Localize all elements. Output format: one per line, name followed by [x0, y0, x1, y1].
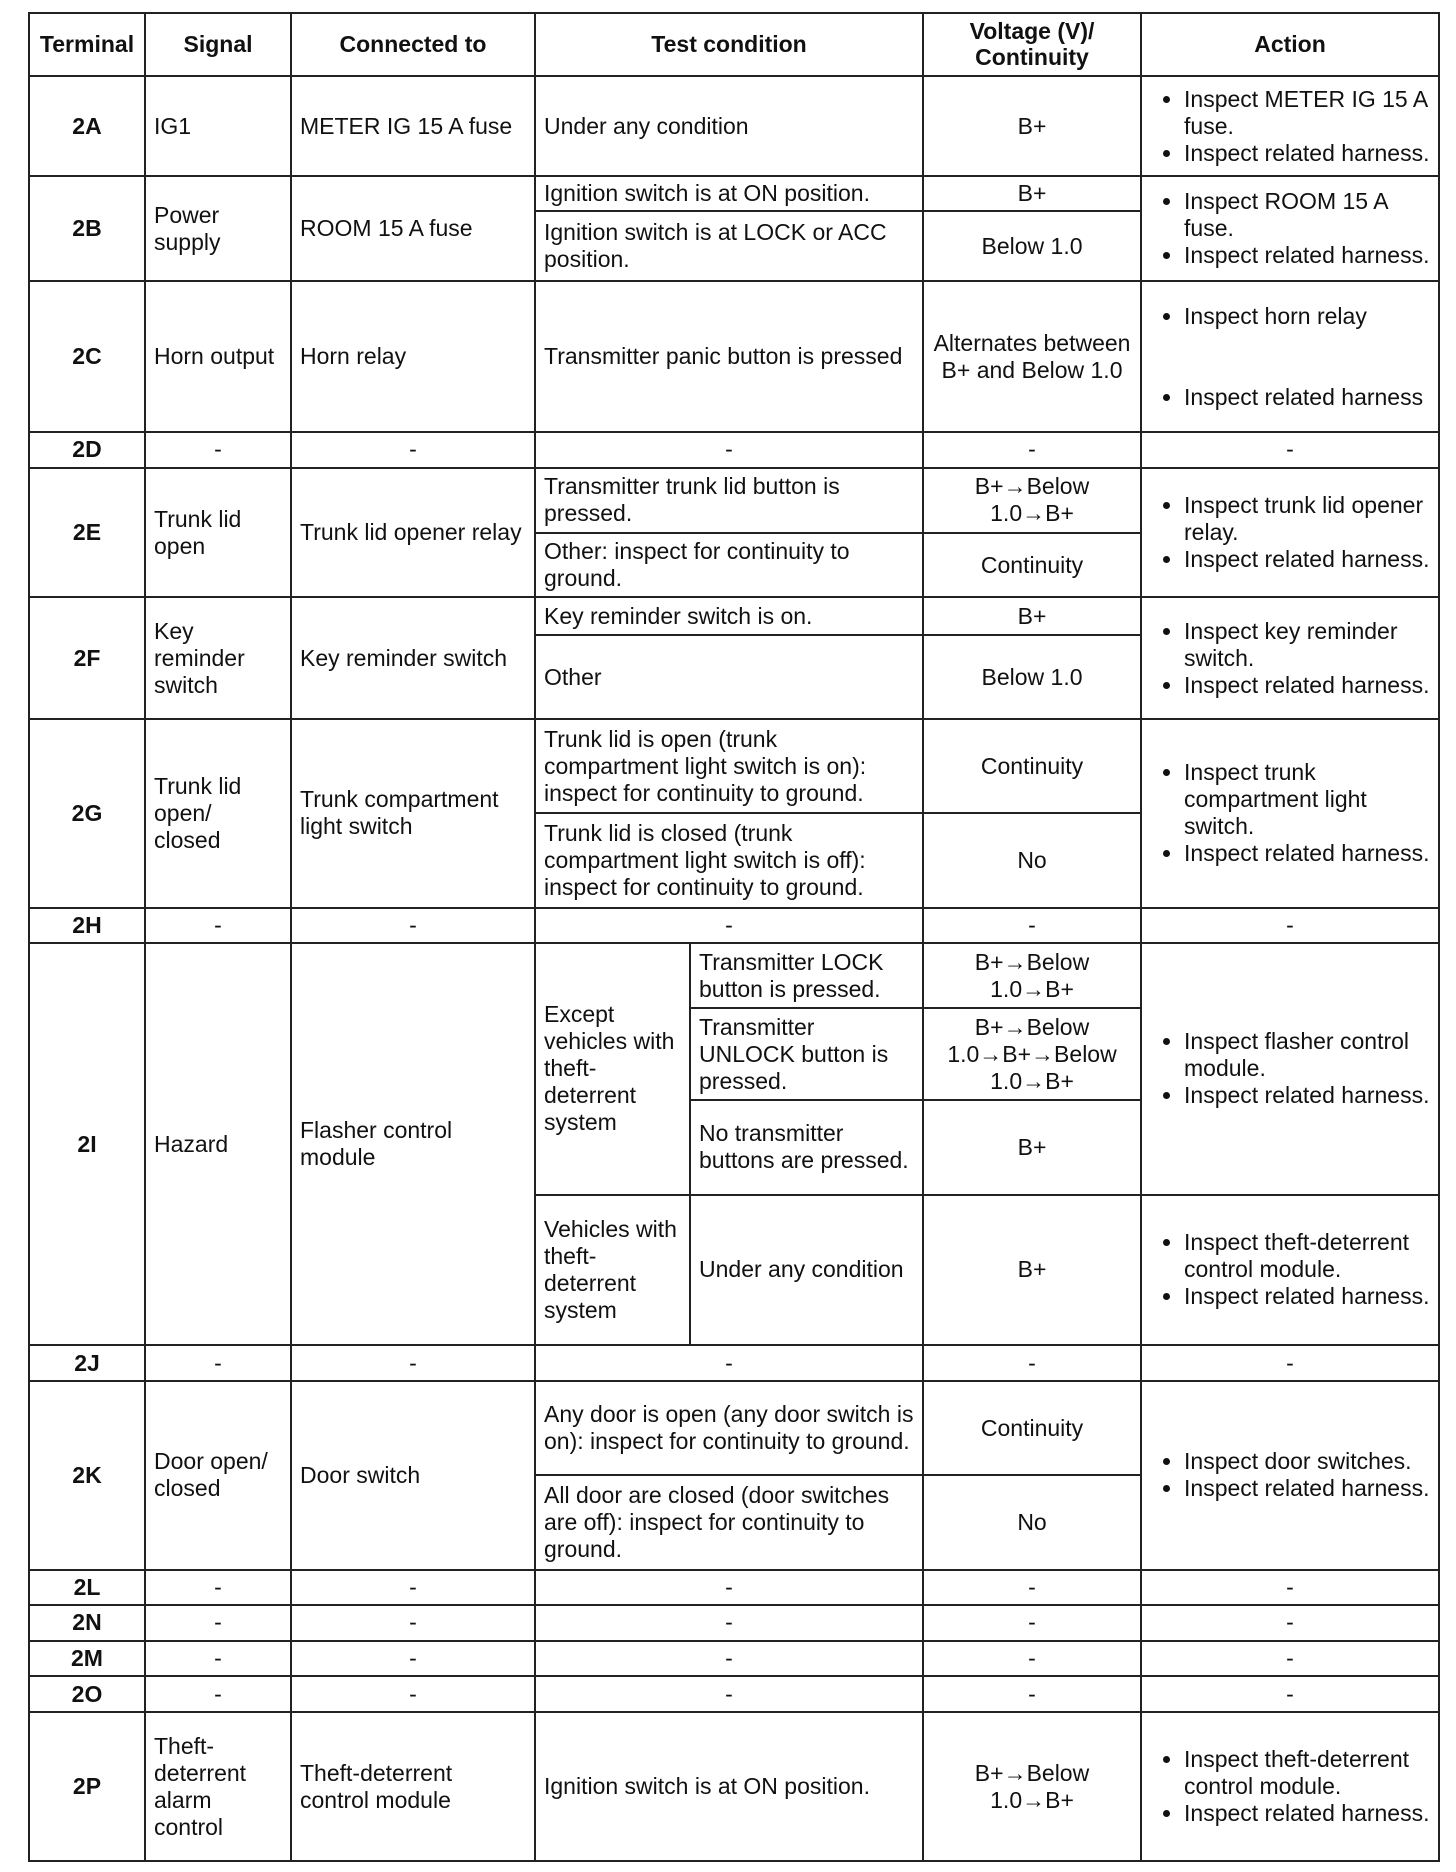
terminal-cell: 2G [29, 719, 145, 908]
dash-cell: - [291, 1570, 535, 1606]
connected-cell: Key reminder switch [291, 597, 535, 719]
table-row [29, 1712, 1439, 1861]
action-cell [1141, 1381, 1439, 1570]
header-row [29, 13, 1439, 76]
terminal-inspection-table [28, 12, 1440, 1862]
signal-cell: Theft-deterrent alarm control [145, 1712, 291, 1861]
signal-cell: Horn output [145, 281, 291, 432]
table-row [29, 719, 1439, 813]
dash-cell: - [1141, 908, 1439, 944]
action-item: • Inspect ROOM 15 A fuse. [1184, 188, 1430, 242]
condition-cell: Transmitter trunk lid button is pressed. [535, 468, 923, 533]
header-action: Action [1141, 13, 1439, 76]
action-item: • Inspect key reminder switch. [1184, 618, 1430, 672]
dash-cell: - [535, 1605, 923, 1641]
condition-cell: Under any condition [535, 76, 923, 177]
voltage-cell: B+ [923, 176, 1141, 211]
condition-cell: No transmitter buttons are pressed. [690, 1100, 923, 1194]
connected-cell: Door switch [291, 1381, 535, 1570]
signal-cell: Trunk lid open [145, 468, 291, 598]
condition-cell: Any door is open (any door switch is on): inspect for continuity to ground. [535, 1381, 923, 1475]
condition-cell: Under any condition [690, 1195, 923, 1346]
connected-cell: Theft-deterrent control module [291, 1712, 535, 1861]
dash-cell: - [535, 1641, 923, 1677]
dash-cell: - [535, 1570, 923, 1606]
condition-cell: Transmitter UNLOCK button is pressed. [690, 1008, 923, 1100]
table-row [29, 943, 1439, 1008]
action-item: • Inspect related harness. [1184, 546, 1430, 573]
dash-cell: - [923, 1676, 1141, 1712]
signal-cell: IG1 [145, 76, 291, 177]
table-row [29, 1381, 1439, 1475]
group-condition-cell: Except vehicles with theft-deterrent system [535, 943, 690, 1194]
action-item: • Inspect trunk lid opener relay. [1184, 492, 1430, 546]
action-item: • Inspect related harness. [1184, 140, 1430, 167]
dash-cell: - [923, 908, 1141, 944]
signal-cell: Power supply [145, 176, 291, 281]
dash-cell: - [145, 1641, 291, 1677]
header-terminal: Terminal [29, 13, 145, 76]
dash-cell: - [923, 432, 1141, 468]
action-cell [1141, 597, 1439, 719]
dash-cell: - [923, 1641, 1141, 1677]
dash-cell: - [923, 1570, 1141, 1606]
dash-cell: - [145, 1676, 291, 1712]
action-item: • Inspect METER IG 15 A fuse. [1184, 86, 1430, 140]
action-item: • Inspect related harness. [1184, 672, 1430, 699]
action-item: • Inspect trunk compartment light switch. [1184, 759, 1430, 840]
header-test-condition: Test condition [535, 13, 923, 76]
table-row [29, 1345, 1439, 1381]
signal-cell: Hazard [145, 943, 291, 1345]
terminal-cell: 2C [29, 281, 145, 432]
signal-cell: Trunk lid open/ closed [145, 719, 291, 908]
condition-cell: Ignition switch is at ON position. [535, 1712, 923, 1861]
dash-cell: - [291, 1676, 535, 1712]
action-cell [1141, 281, 1439, 432]
terminal-cell: 2B [29, 176, 145, 281]
terminal-cell: 2H [29, 908, 145, 944]
voltage-cell: B+ [923, 1195, 1141, 1346]
signal-cell: Door open/ closed [145, 1381, 291, 1570]
group-condition-cell: Vehicles with theft-deterrent system [535, 1195, 690, 1346]
table-row [29, 908, 1439, 944]
condition-cell: Trunk lid is open (trunk compartment light switch is on): inspect for continuity to ground. [535, 719, 923, 813]
table-row [29, 281, 1439, 432]
action-item: • Inspect flasher control module. [1184, 1028, 1430, 1082]
dash-cell: - [1141, 1676, 1439, 1712]
dash-cell: - [291, 1345, 535, 1381]
dash-cell: - [923, 1345, 1141, 1381]
voltage-cell: B+ [923, 76, 1141, 177]
terminal-cell: 2M [29, 1641, 145, 1677]
condition-cell: Transmitter LOCK button is pressed. [690, 943, 923, 1008]
table-row [29, 76, 1439, 177]
dash-cell: - [1141, 1641, 1439, 1677]
dash-cell: - [291, 1641, 535, 1677]
terminal-cell: 2J [29, 1345, 145, 1381]
terminal-cell: 2L [29, 1570, 145, 1606]
action-item: • Inspect horn relay [1184, 303, 1430, 330]
dash-cell: - [1141, 432, 1439, 468]
header-signal: Signal [145, 13, 291, 76]
action-item: • Inspect related harness. [1184, 1082, 1430, 1109]
voltage-cell: B+→Below 1.0→B+ [923, 1712, 1141, 1861]
terminal-cell: 2D [29, 432, 145, 468]
dash-cell: - [145, 1345, 291, 1381]
header-voltage: Voltage (V)/ Continuity [923, 13, 1141, 76]
action-item: • Inspect related harness. [1184, 1475, 1430, 1502]
connected-cell: Horn relay [291, 281, 535, 432]
dash-cell: - [535, 908, 923, 944]
action-cell [1141, 943, 1439, 1194]
voltage-cell: B+ [923, 1100, 1141, 1194]
condition-cell: Ignition switch is at LOCK or ACC position. [535, 211, 923, 281]
table-row [29, 597, 1439, 635]
action-cell [1141, 719, 1439, 908]
dash-cell: - [145, 1605, 291, 1641]
voltage-cell: Continuity [923, 1381, 1141, 1475]
action-item: • Inspect related harness. [1184, 242, 1430, 269]
voltage-cell: Below 1.0 [923, 635, 1141, 719]
table-row [29, 176, 1439, 211]
table-row [29, 1676, 1439, 1712]
table-row [29, 432, 1439, 468]
dash-cell: - [1141, 1570, 1439, 1606]
voltage-cell: B+→Below 1.0→B+ [923, 943, 1141, 1008]
action-cell [1141, 176, 1439, 281]
dash-cell: - [145, 432, 291, 468]
terminal-cell: 2A [29, 76, 145, 177]
dash-cell: - [923, 1605, 1141, 1641]
dash-cell: - [535, 1676, 923, 1712]
dash-cell: - [145, 908, 291, 944]
action-item: • Inspect related harness [1184, 384, 1430, 411]
action-item: • Inspect theft-deterrent control module. [1184, 1746, 1430, 1800]
dash-cell: - [1141, 1605, 1439, 1641]
terminal-cell: 2N [29, 1605, 145, 1641]
connected-cell: METER IG 15 A fuse [291, 76, 535, 177]
condition-cell: Trunk lid is closed (trunk compartment light switch is off): inspect for continuity to ground. [535, 813, 923, 907]
dash-cell: - [535, 432, 923, 468]
action-cell [1141, 1712, 1439, 1861]
terminal-cell: 2K [29, 1381, 145, 1570]
connected-cell: Trunk lid opener relay [291, 468, 535, 598]
connected-cell: ROOM 15 A fuse [291, 176, 535, 281]
dash-cell: - [145, 1570, 291, 1606]
voltage-cell: Below 1.0 [923, 211, 1141, 281]
dash-cell: - [291, 432, 535, 468]
terminal-cell: 2O [29, 1676, 145, 1712]
table-row [29, 1641, 1439, 1677]
header-connected-to: Connected to [291, 13, 535, 76]
action-cell [1141, 76, 1439, 177]
voltage-cell: No [923, 1475, 1141, 1569]
voltage-cell: No [923, 813, 1141, 907]
condition-cell: Transmitter panic button is pressed [535, 281, 923, 432]
action-item: • Inspect theft-deterrent control module. [1184, 1229, 1430, 1283]
connected-cell: Flasher control module [291, 943, 535, 1345]
voltage-cell: B+→Below 1.0→B+ [923, 468, 1141, 533]
action-item: • Inspect related harness. [1184, 1283, 1430, 1310]
terminal-cell: 2P [29, 1712, 145, 1861]
terminal-cell: 2I [29, 943, 145, 1345]
terminal-cell: 2E [29, 468, 145, 598]
condition-cell: Other [535, 635, 923, 719]
condition-cell: All door are closed (door switches are off): inspect for continuity to ground. [535, 1475, 923, 1569]
action-item: • Inspect related harness. [1184, 840, 1430, 867]
action-cell [1141, 468, 1439, 598]
condition-cell: Other: inspect for continuity to ground. [535, 533, 923, 598]
table-row [29, 1605, 1439, 1641]
voltage-cell: Alternates between B+ and Below 1.0 [923, 281, 1141, 432]
dash-cell: - [535, 1345, 923, 1381]
condition-cell: Key reminder switch is on. [535, 597, 923, 635]
voltage-cell: B+ [923, 597, 1141, 635]
action-item: • Inspect related harness. [1184, 1800, 1430, 1827]
dash-cell: - [291, 1605, 535, 1641]
terminal-cell: 2F [29, 597, 145, 719]
dash-cell: - [1141, 1345, 1439, 1381]
voltage-cell: Continuity [923, 719, 1141, 813]
dash-cell: - [291, 908, 535, 944]
voltage-cell: B+→Below 1.0→B+→Below 1.0→B+ [923, 1008, 1141, 1100]
action-item: • Inspect door switches. [1184, 1448, 1430, 1475]
table-row [29, 1570, 1439, 1606]
table-row [29, 468, 1439, 533]
condition-cell: Ignition switch is at ON position. [535, 176, 923, 211]
signal-cell: Key reminder switch [145, 597, 291, 719]
connected-cell: Trunk compartment light switch [291, 719, 535, 908]
action-cell [1141, 1195, 1439, 1346]
voltage-cell: Continuity [923, 533, 1141, 598]
